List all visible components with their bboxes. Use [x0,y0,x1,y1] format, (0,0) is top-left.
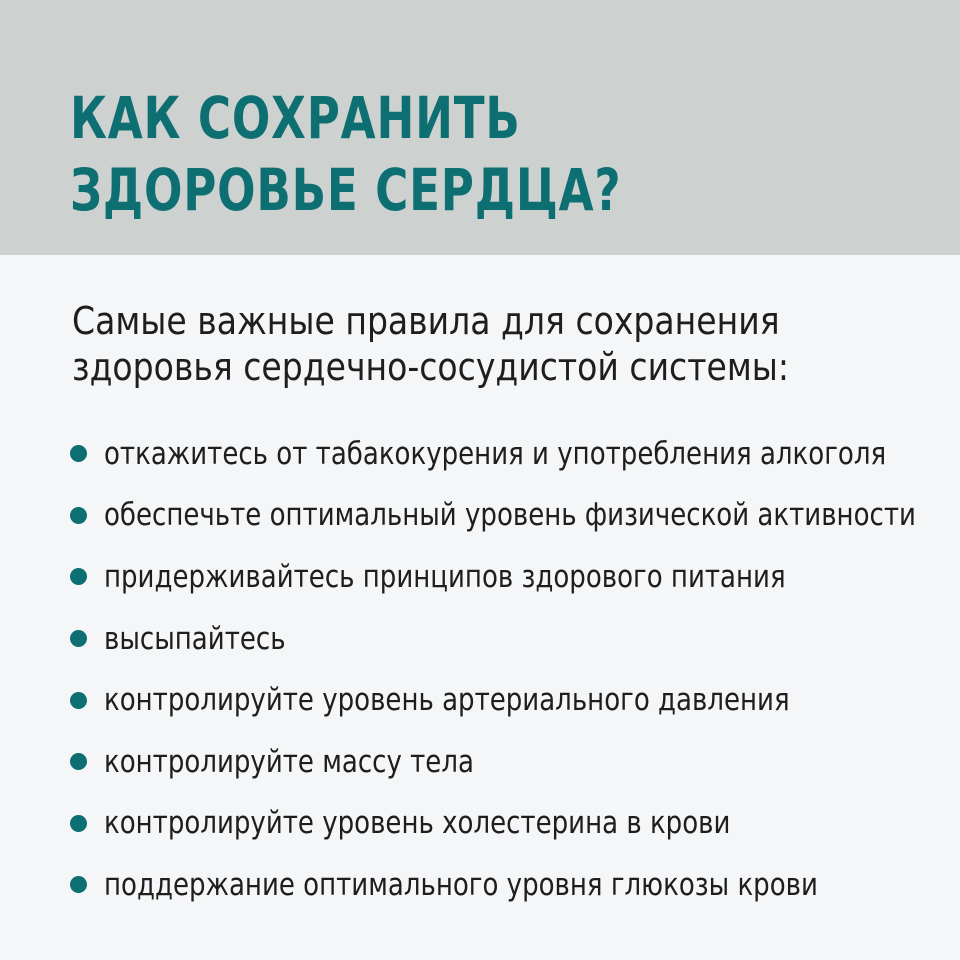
rule-text: придерживайтесь принципов здорового питания [104,558,786,595]
rule-text: поддержание оптимального уровня глюкозы крови [104,866,818,903]
rule-text: контролируйте массу тела [104,743,474,780]
bullet-icon [70,753,87,770]
bullet-icon [70,815,87,832]
bullet-icon [70,445,87,462]
page-title [70,82,621,226]
rule-text: откажитесь от табакокурения и употребления алкоголя [104,435,887,472]
rule-text: контролируйте уровень холестерина в крови [104,805,731,842]
rule-item [70,608,960,670]
bullet-icon [70,507,87,524]
rule-item [70,485,960,547]
intro-line-2: здоровья сердечно-сосудистой системы: [72,345,790,389]
intro-line-1: Самые важные правила для сохранения [72,299,780,343]
bullet-icon [70,630,87,647]
rule-item [70,793,960,855]
rule-item [70,546,960,608]
bullet-icon [70,568,87,585]
rules-list [70,423,960,916]
intro-text [72,298,789,390]
rule-item [70,423,960,485]
title-line-1: КАК СОХРАНИТЬ [70,84,521,152]
rule-text: обеспечьте оптимальный уровень физической активности [104,497,916,534]
rule-text: контролируйте уровень артериального давления [104,682,790,719]
rule-text: высыпайтесь [104,620,286,657]
title-line-2: ЗДОРОВЬЕ СЕРДЦА? [70,156,622,224]
bullet-icon [70,876,87,893]
rule-item [70,731,960,793]
rule-item [70,669,960,731]
rule-item [70,854,960,916]
bullet-icon [70,692,87,709]
